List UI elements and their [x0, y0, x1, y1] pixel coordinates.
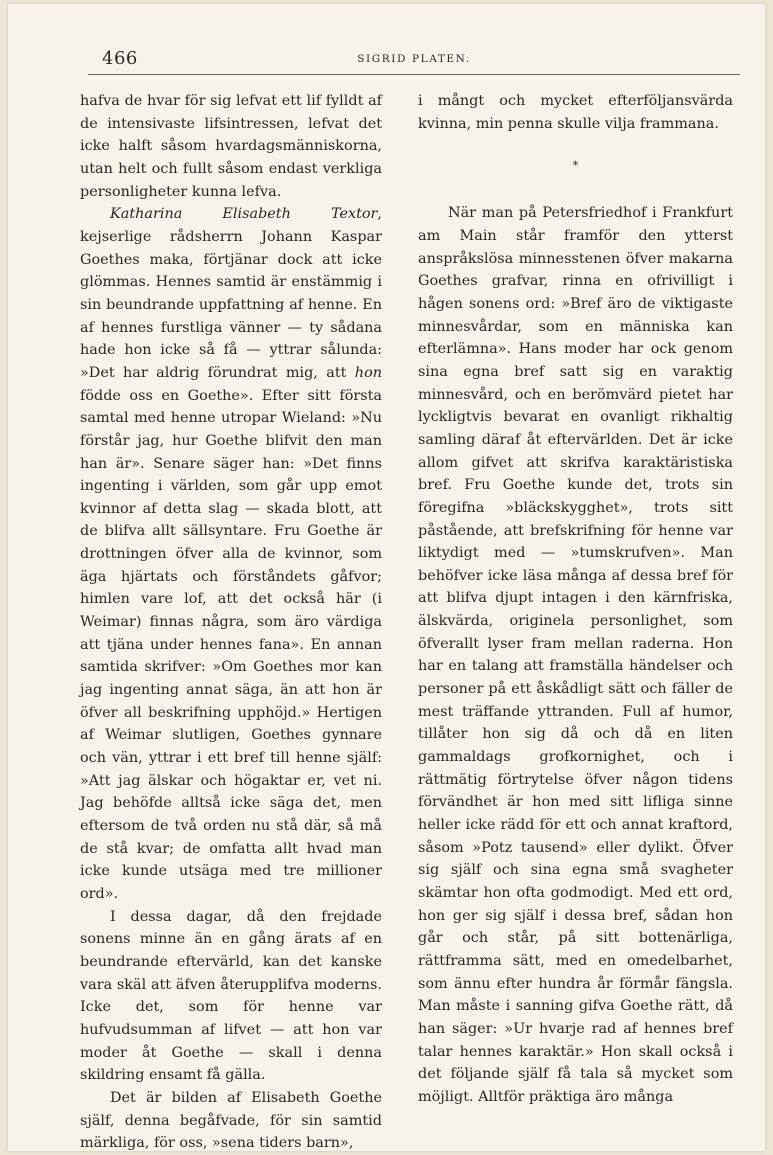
paragraph-text: födde oss en Goethe». Efter sitt första samtal med henne utropar Wieland: »Nu förstår jag, hur Goethe blifvit den man han är». Senare säger han: »Det finns ingenting i världen, som går upp emot kvinnor af detta slag — skada blott, att de blifva allt sällsyntare. Fru Goethe är drottningen öfver alla de kvinnor, som äga hjärtats och förståndets gåfvor; himlen vare lof, att det också här (i Weimar) finnas några, som äro värdiga att tjäna under hennes fana». En annan samtida skrifver: »Om Goethes mor kan jag ingenting annat säga, än att hon är öfver all beskrifning upphöjd.» Hertigen af Weimar slutligen, Goethes gynnare och vän, yttrar i ett bref till henne själf: »Att jag älskar och högaktar er, vet ni. Jag behöfde alltså icke säga det, men eftersom de två orden nu stå där, så må de stå kvar; de omfatta allt hvad man icke kunde utsäga med tre millioner ord». — [80, 387, 382, 902]
running-head: SIGRID PLATEN. — [357, 53, 471, 65]
paragraph: I dessa dagar, då den frejdade sonens minne än en gång ärats af en beundrande eftervärld, kan det kanske vara skäl att äfven återupplifva moderns. Icke det, som för henne var hufvudsumman af lifvet — att hon var moder åt Goethe — skall i denna skildring ensamt få gälla. — [80, 908, 382, 1084]
paragraph: hafva de hvar för sig lefvat ett lif fylldt af de intensivaste lifsintressen, lefvat det icke halft såsom hvardagsmänniskorna, utan helt och fullt såsom endast verkliga personligheter kunna lefva. — [80, 93, 382, 200]
page-number: 466 — [102, 48, 138, 69]
paragraph — [80, 203, 382, 905]
paragraph: i mångt och mycket efterföljansvärda kvinna, min penna skulle vilja frammana. — [418, 93, 733, 132]
left-column — [80, 90, 382, 1155]
italic-word: hon — [354, 364, 382, 381]
paragraph-text: , kejserlige rådsherrn Johann Kaspar Goethes maka, förtjänar dock att icke glömmas. Hennes samtid är enstämmig i sin beundrande uppfattning af henne. En af hennes furstliga vänner — ty sådana hade hon icke så få — yttrar sålunda: »Det har aldrig förundrat mig, att — [80, 206, 382, 381]
italic-name: Katharina Elisabeth Textor — [110, 206, 378, 223]
right-column — [418, 90, 733, 1109]
section-separator: * — [572, 159, 579, 173]
paragraph: När man på Petersfriedhof i Frankfurt am Main står framför den ytterst anspråkslösa minnesstenen öfver makarna Goethes grafvar, rinna en ofrivilligt i hågen sonens ord: »Bref äro de viktigaste minnesvårdar, som en människa kan efterlämna». Hans moder har ock genom sina egna bref satt sig en varaktig minnesvård, och en berömvärd pietet har lyckligtvis bevarat en ovanligt rikhaltig samling däraf åt eftervärlden. Det är icke allom gifvet att skrifva karaktäristiska bref. Fru Goethe kunde det, trots sin föregifna »bläckskygghet», trots sitt påstående, att brefskrifning för henne var liktydigt med — »tumskrufven». Man behöfver icke läsa många af dessa bref för att blifva djupt intagen i den kärnfriska, älskvärda, originela personlighet, som öfverallt lyser fram mellan raderna. Hon har en talang att framställa händelser och personer på ett åskådligt sätt och fäller de mest träffande yttranden. Full af humor, tillåter hon sig då och då en liten gammaldags grofkornighet, och i rättmätig förtrytelse öfver någon tidens förvändhet är hon med sitt lifliga sinne heller icke rädd för ett och annat kraftord, såsom »Potz tausend» eller dylikt. Öfver sig själf och sina egna små svagheter skämtar hon ofta godmodigt. Med ett ord, hon ger sig själf i dessa bref, sådan hon går och står, på sitt bottenärliga, rättframma sätt, med en omedelbarhet, som ännu efter hundra år förmår fängsla. Man måste i sanning gifva Goethe rätt, då han säger: »Ur hvarje rad af hennes bref talar hennes karaktär.» Hon skall också i det följande själf få tala så mycket som möjligt. Alltför präktiga äro många — [418, 205, 733, 1105]
paragraph: Det är bilden af Elisabeth Goethe själf, denna begåfvade, för sin samtid märkliga, för oss, »sena tiders barn», — [80, 1089, 382, 1152]
page-header — [88, 48, 740, 75]
